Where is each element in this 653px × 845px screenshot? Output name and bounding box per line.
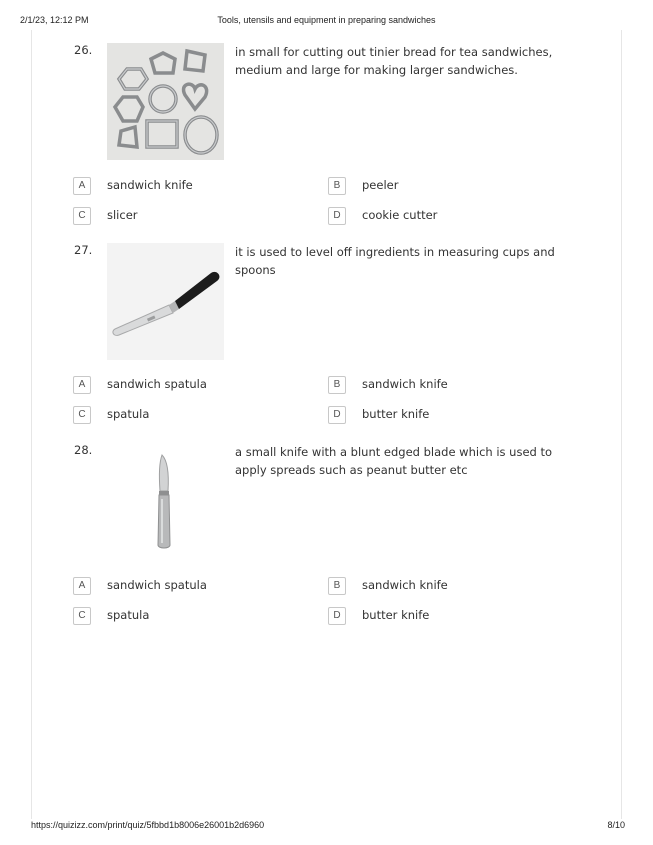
- question-number: 27.: [74, 243, 93, 257]
- print-datetime: 2/1/23, 12:12 PM: [20, 15, 89, 25]
- option-letter: D: [328, 607, 346, 625]
- option-label: sandwich spatula: [107, 578, 207, 592]
- question-text: in small for cutting out tinier bread for tea sandwiches, medium and large for making larger sandwiches.: [235, 45, 553, 77]
- page-border-right: [621, 30, 622, 819]
- option-letter: D: [328, 207, 346, 225]
- cookie-cutters-image: [107, 43, 224, 160]
- question-text: it is used to level off ingredients in measuring cups and spoons: [235, 245, 555, 277]
- option-letter: B: [328, 376, 346, 394]
- option-label: peeler: [362, 178, 399, 192]
- option-letter: B: [328, 577, 346, 595]
- option-label: butter knife: [362, 608, 430, 622]
- option-label: cookie cutter: [362, 208, 438, 222]
- option-letter: C: [73, 207, 91, 225]
- option-letter: C: [73, 406, 91, 424]
- option-letter: A: [73, 376, 91, 394]
- option-letter: B: [328, 177, 346, 195]
- option-label: spatula: [107, 608, 150, 622]
- option-letter: A: [73, 577, 91, 595]
- option-label: sandwich spatula: [107, 377, 207, 391]
- page-number: 8/10: [607, 820, 625, 830]
- option-label: sandwich knife: [107, 178, 193, 192]
- question-text: a small knife with a blunt edged blade which is used to apply spreads such as peanut butter etc: [235, 445, 553, 477]
- option-label: slicer: [107, 208, 138, 222]
- page-border-left: [31, 30, 32, 819]
- option-letter: A: [73, 177, 91, 195]
- butter-knife-image: [107, 443, 224, 560]
- option-label: sandwich knife: [362, 377, 448, 391]
- option-label: butter knife: [362, 407, 430, 421]
- option-label: sandwich knife: [362, 578, 448, 592]
- option-label: spatula: [107, 407, 150, 421]
- print-url: https://quizizz.com/print/quiz/5fbbd1b8006e26001b2d6960: [31, 820, 265, 830]
- option-letter: C: [73, 607, 91, 625]
- question-number: 26.: [74, 43, 93, 57]
- question-number: 28.: [74, 443, 93, 457]
- print-title: Tools, utensils and equipment in preparing sandwiches: [217, 15, 436, 25]
- option-letter: D: [328, 406, 346, 424]
- spatula-image: [107, 243, 224, 360]
